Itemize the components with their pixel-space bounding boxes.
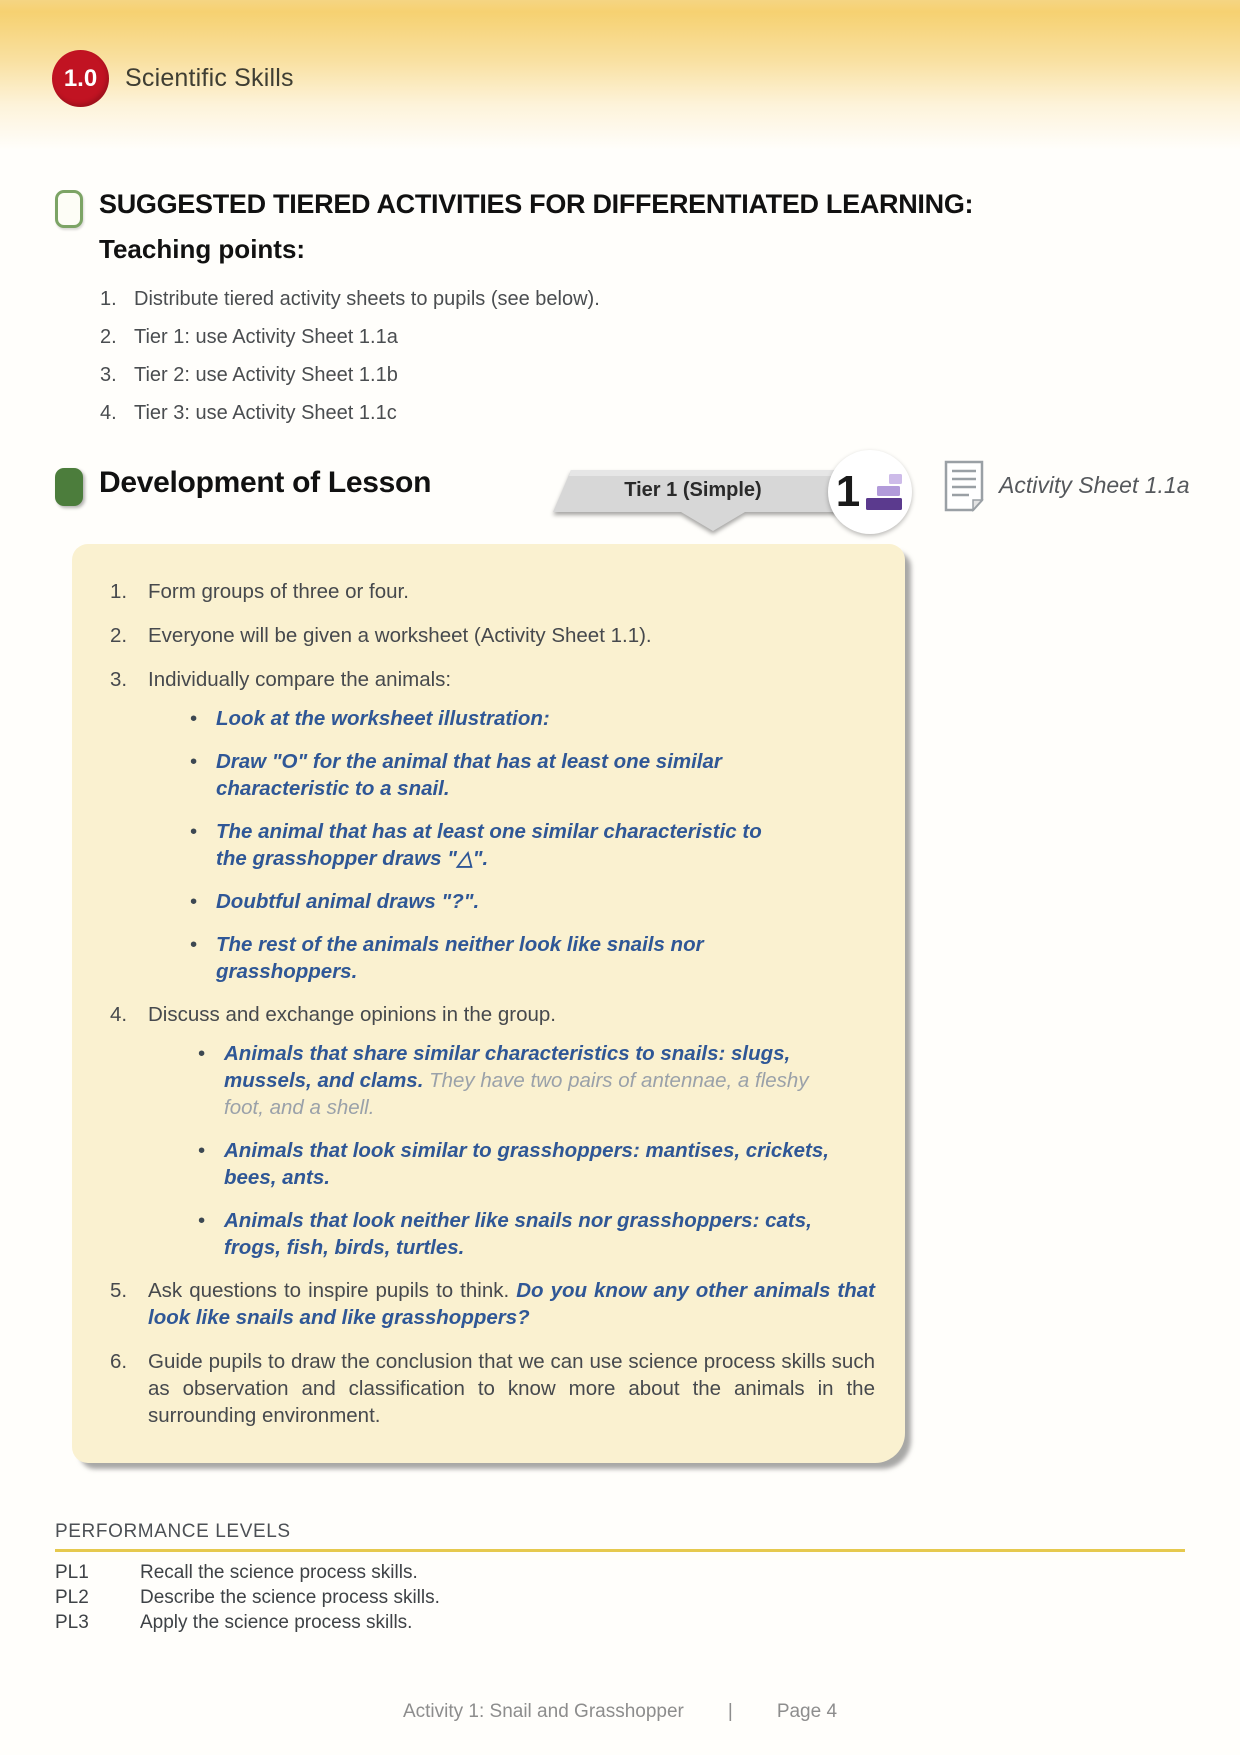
checkbox-outline-icon xyxy=(55,190,83,228)
lesson-step: 6. Guide pupils to draw the conclusion that we can use science process skills such as observation and classification to know more about the animals in the surrounding environment. xyxy=(110,1349,875,1427)
performance-level-row: PL3 Apply the science process skills. xyxy=(55,1611,413,1633)
lesson-step: 2. Everyone will be given a worksheet (Activity Sheet 1.1). xyxy=(110,623,652,647)
page-title: Scientific Skills xyxy=(125,64,294,92)
bullet-glyph: • xyxy=(198,1208,206,1232)
teaching-points-heading: Teaching points: xyxy=(99,233,306,264)
section-number: 1.0 xyxy=(63,64,98,92)
step4-bullet-list xyxy=(110,1040,875,1261)
bullet-glyph: • xyxy=(198,1138,206,1162)
bullet-item: • Animals that look neither like snails nor grasshoppers: cats, frogs, fish, birds, turtles. xyxy=(198,1208,812,1259)
bullet-item: • Doubtful animal draws "?". xyxy=(190,889,480,913)
tier-steps-icon xyxy=(864,471,904,513)
lesson-step: 4. Discuss and exchange opinions in the group. xyxy=(110,1002,556,1026)
footer-activity-label: Activity 1: Snail and Grasshopper xyxy=(402,1701,684,1722)
bullet-item: • The animal that has at least one similar characteristic to the grasshopper draws "△". xyxy=(190,819,762,870)
section-number-badge xyxy=(52,50,109,107)
lesson-steps-panel xyxy=(72,544,905,1463)
bullet-item: • The rest of the animals neither look like snails nor grasshoppers. xyxy=(190,932,704,983)
activity-sheet-label: Activity Sheet 1.1a xyxy=(999,472,1190,499)
bullet-glyph: • xyxy=(190,932,198,956)
green-square-icon xyxy=(55,468,83,506)
tiered-activities-heading-row xyxy=(55,188,1185,265)
footer-page-number: Page 4 xyxy=(776,1701,838,1722)
tier-number: 1 xyxy=(835,466,861,516)
lesson-heading: Development of Lesson xyxy=(99,465,432,499)
list-item: 4. Tier 3: use Activity Sheet 1.1c xyxy=(100,401,397,424)
list-item: 2. Tier 1: use Activity Sheet 1.1a xyxy=(100,325,398,348)
tiered-activities-heading: SUGGESTED TIERED ACTIVITIES FOR DIFFERENTIATED LEARNING: xyxy=(99,189,974,219)
lesson-step: 1. Form groups of three or four. xyxy=(110,579,409,603)
teaching-points-list xyxy=(100,289,1240,424)
performance-levels-section xyxy=(55,1521,1185,1635)
tier-ribbon-label: Tier 1 (Simple) xyxy=(624,479,762,502)
bullet-glyph: • xyxy=(190,819,198,843)
page-header xyxy=(0,0,1240,150)
performance-levels-heading: PERFORMANCE LEVELS xyxy=(55,1521,1185,1552)
bullet-item: • Look at the worksheet illustration: xyxy=(190,706,550,730)
bullet-glyph: • xyxy=(190,889,198,913)
lesson-heading-row xyxy=(0,450,1240,538)
activity-sheet-reference xyxy=(943,460,1190,512)
list-item: 3. Tier 2: use Activity Sheet 1.1b xyxy=(100,363,398,386)
lesson-step: 3. Individually compare the animals: xyxy=(110,667,452,691)
bullet-glyph: • xyxy=(190,749,198,773)
page-footer xyxy=(0,1701,1240,1723)
list-item: 1. Distribute tiered activity sheets to pupils (see below). xyxy=(100,287,600,310)
page-content xyxy=(0,150,1240,1635)
footer-separator: | xyxy=(727,1701,733,1722)
bullet-item: • Animals that look similar to grasshoppers: mantises, crickets, bees, ants. xyxy=(198,1138,829,1189)
lesson-step: 5. Ask questions to inspire pupils to think. Do you know any other animals that look like snails and like grasshoppers? xyxy=(110,1278,875,1329)
document-icon xyxy=(943,460,985,512)
bullet-item: • Animals that share similar characteristics to snails: slugs, mussels, and clams. They have two pairs of antennae, a fleshy foot, and a shell. xyxy=(198,1041,809,1119)
performance-level-row: PL1 Recall the science process skills. xyxy=(55,1561,418,1583)
bullet-item: • Draw "O" for the animal that has at least one similar characteristic to a snail. xyxy=(190,749,722,800)
step3-bullet-list xyxy=(110,705,875,985)
bullet-glyph: • xyxy=(190,706,198,730)
bullet-glyph: • xyxy=(198,1041,206,1065)
performance-level-row: PL2 Describe the science process skills. xyxy=(55,1586,440,1608)
tier-number-badge xyxy=(828,450,912,534)
